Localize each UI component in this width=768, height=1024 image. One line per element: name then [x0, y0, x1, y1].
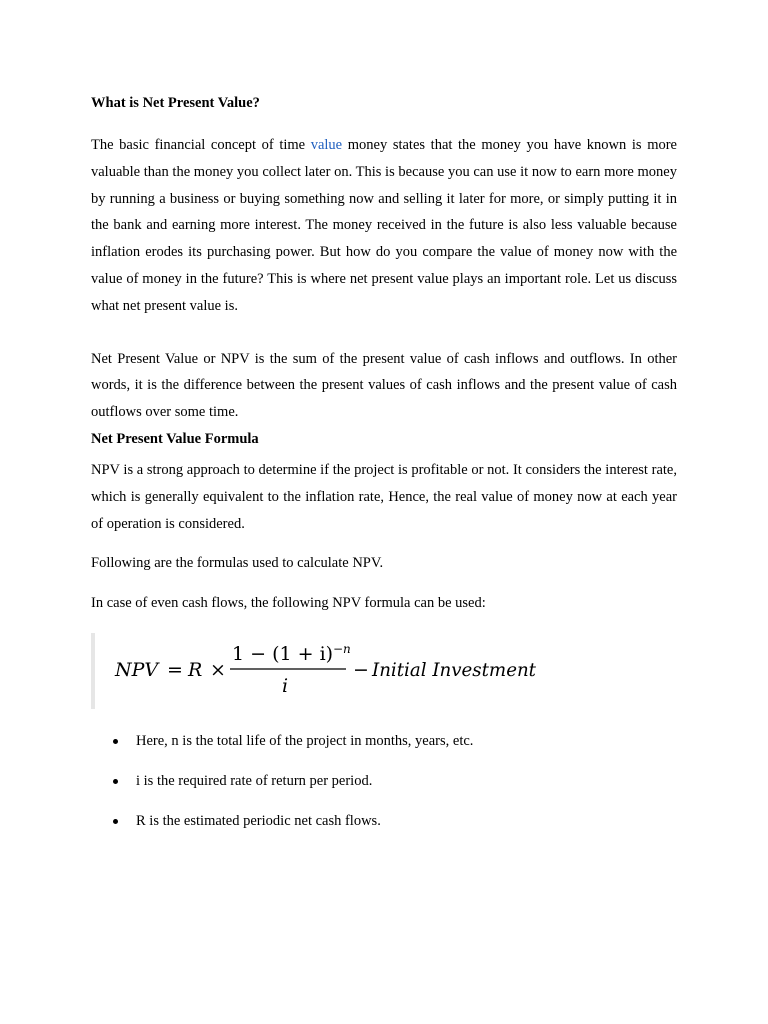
formula-initial-investment: Initial Investment: [371, 658, 537, 681]
formula-heading: Net Present Value Formula: [91, 430, 259, 447]
list-item-text: R is the estimated periodic net cash flows.: [136, 812, 381, 829]
formula-variable-list: [91, 732, 677, 830]
bullet-icon: [113, 779, 118, 784]
bullet-icon: [113, 739, 118, 744]
intro-paragraph: [91, 132, 677, 320]
formula-intro-paragraph: NPV is a strong approach to determine if the project is profitable or not. It considers the interest rate, which is generally equivalent to the inflation rate, Hence, the real value of money now at each year of operation is considered.: [91, 461, 677, 532]
npv-definition-paragraph: Net Present Value or NPV is the sum of the present value of cash inflows and outflows. In other words, it is the difference between the present values of cash inflows and the present value of cash outflows over some time.: [91, 350, 677, 421]
list-item-text: Here, n is the total life of the project in months, years, etc.: [136, 732, 474, 749]
list-item: [91, 772, 677, 790]
document-page: [91, 90, 677, 830]
bullet-icon: [113, 819, 118, 824]
page-title: What is Net Present Value?: [91, 95, 260, 111]
intro-text-before: The basic financial concept of time: [91, 137, 311, 153]
even-flows-lead-paragraph: In case of even cash flows, the following NPV formula can be used:: [91, 595, 486, 612]
npv-formula-image: [113, 635, 563, 707]
formula-equals: =: [167, 658, 183, 681]
formula-denominator: i: [282, 674, 289, 697]
formula-r: R: [188, 658, 203, 681]
list-item: [91, 732, 677, 750]
value-link[interactable]: value: [310, 137, 343, 153]
formula-lhs: NPV: [115, 658, 159, 681]
intro-text-after: money states that the money you have known is more valuable than the money you collect later on. This is because you can use it now to earn more money by running a business or buying something now and selling it later for more, or simply putting it in the bank and earning more interest. The money received in the future is also less valuable because inflation erodes its purchasing power. But how do you compare the value of money now with the value of money in the future? This is where net present value plays an important role. Let us discuss what net present value is.: [91, 137, 677, 314]
formula-exponent: −n: [333, 641, 351, 656]
formula-numerator: 1 − (1 + i): [232, 642, 334, 665]
formula-block: [91, 633, 677, 709]
list-item-text: i is the required rate of return per period.: [136, 772, 373, 789]
list-item: [91, 812, 677, 830]
formula-times: ×: [210, 658, 226, 681]
formula-minus: −: [353, 658, 369, 681]
formulas-lead-paragraph: Following are the formulas used to calculate NPV.: [91, 555, 384, 572]
